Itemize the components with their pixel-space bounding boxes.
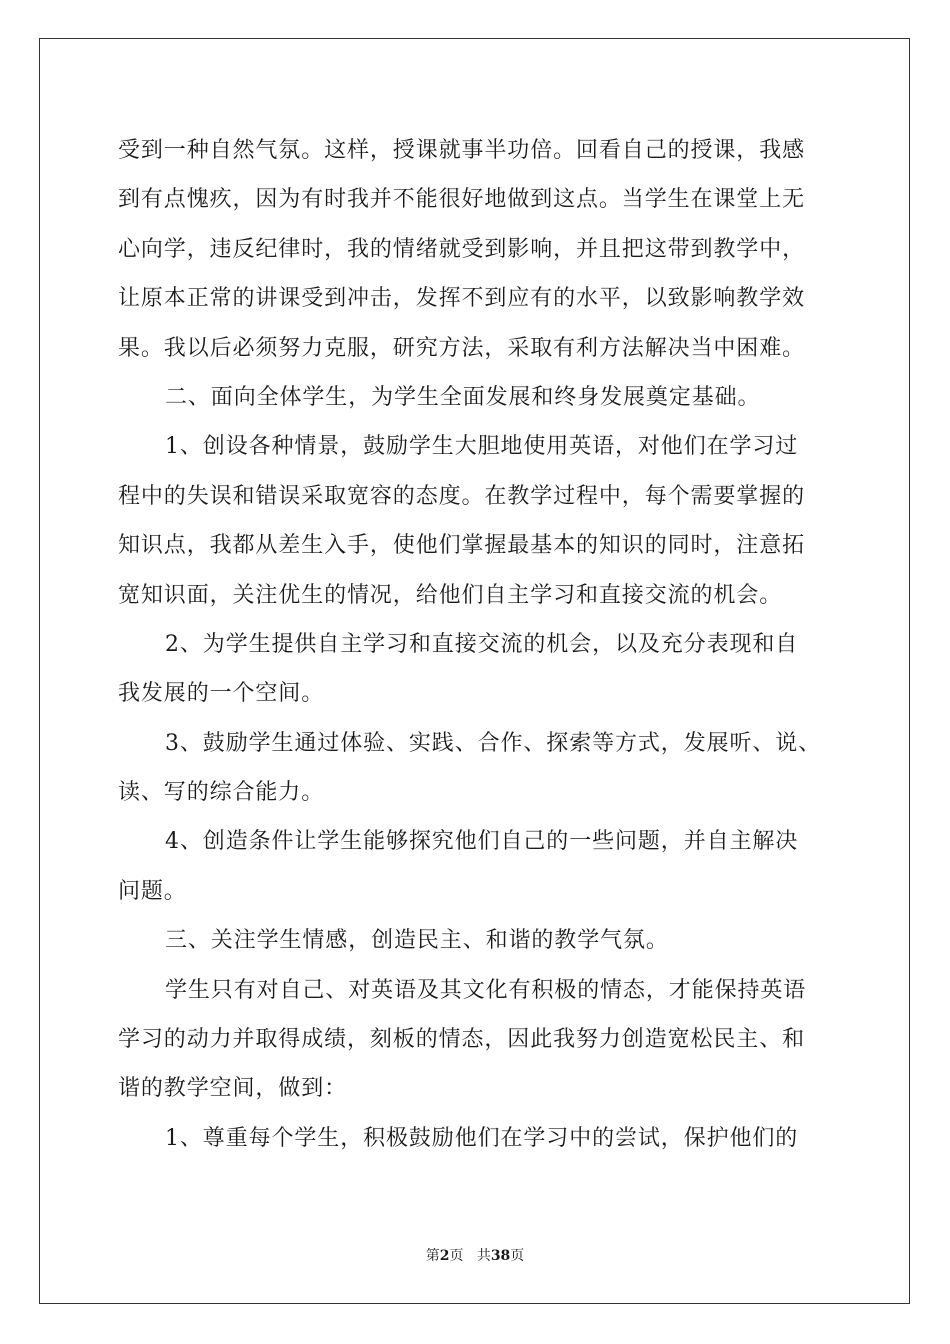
text-line: 知识点，我都从差生入手，使他们掌握最基本的知识的同时，注意拓 <box>118 533 806 559</box>
footer-page-suffix: 页 <box>449 1248 464 1264</box>
page-footer <box>0 1246 950 1266</box>
text-line: 学生只有对自己、对英语及其文化有积极的情态，才能保持英语 <box>165 977 807 1003</box>
text-line: 读、写的综合能力。 <box>118 780 325 806</box>
footer-page-number: 2 <box>439 1248 450 1264</box>
text-line: 受到一种自然气氛。这样，授课就事半功倍。回看自己的授课，我感 <box>118 138 806 163</box>
text-line: 4、创造条件让学生能够探究他们自己的一些问题，并自主解决 <box>165 829 799 855</box>
text-line: 1、尊重每个学生，积极鼓励他们在学习中的尝试，保护他们的 <box>165 1125 799 1151</box>
text-line: 果。我以后必须努力克服，研究方法，采取有利方法解决当中困难。 <box>118 335 806 361</box>
footer-prefix: 第 <box>425 1248 440 1264</box>
footer-total-prefix: 共 <box>476 1248 491 1264</box>
text-line: 我发展的一个空间。 <box>118 681 325 707</box>
text-line: 问题。 <box>118 878 187 904</box>
document-body <box>118 126 838 1163</box>
footer-total-pages: 38 <box>490 1248 511 1264</box>
text-line: 宽知识面，关注优生的情况，给他们自主学习和直接交流的机会。 <box>118 582 783 608</box>
text-line: 心向学，违反纪律时，我的情绪就受到影响，并且把这带到教学中， <box>118 236 806 262</box>
text-line: 让原本正常的讲课受到冲击，发挥不到应有的水平，以致影响教学效 <box>118 286 806 312</box>
text-line: 到有点愧疚，因为有时我并不能很好地做到这点。当学生在课堂上无 <box>118 187 806 213</box>
text-line: 谐的教学空间，做到： <box>118 1076 348 1102</box>
text-line: 二、面向全体学生，为学生全面发展和终身发展奠定基础。 <box>165 384 761 410</box>
text-line: 学习的动力并取得成绩，刻板的情态，因此我努力创造宽松民主、和 <box>118 1027 806 1053</box>
text-line: 3、鼓励学生通过体验、实践、合作、探索等方式，发展听、说、 <box>165 730 822 756</box>
text-line: 1、创设各种情景，鼓励学生大胆地使用英语，对他们在学习过 <box>165 434 799 460</box>
text-line: 2、为学生提供自主学习和直接交流的机会，以及充分表现和自 <box>165 631 799 657</box>
footer-total-suffix: 页 <box>510 1248 525 1264</box>
text-line: 三、关注学生情感，创造民主、和谐的教学气氛。 <box>165 928 669 954</box>
text-line: 程中的失误和错误采取宽容的态度。在教学过程中，每个需要掌握的 <box>118 483 806 509</box>
